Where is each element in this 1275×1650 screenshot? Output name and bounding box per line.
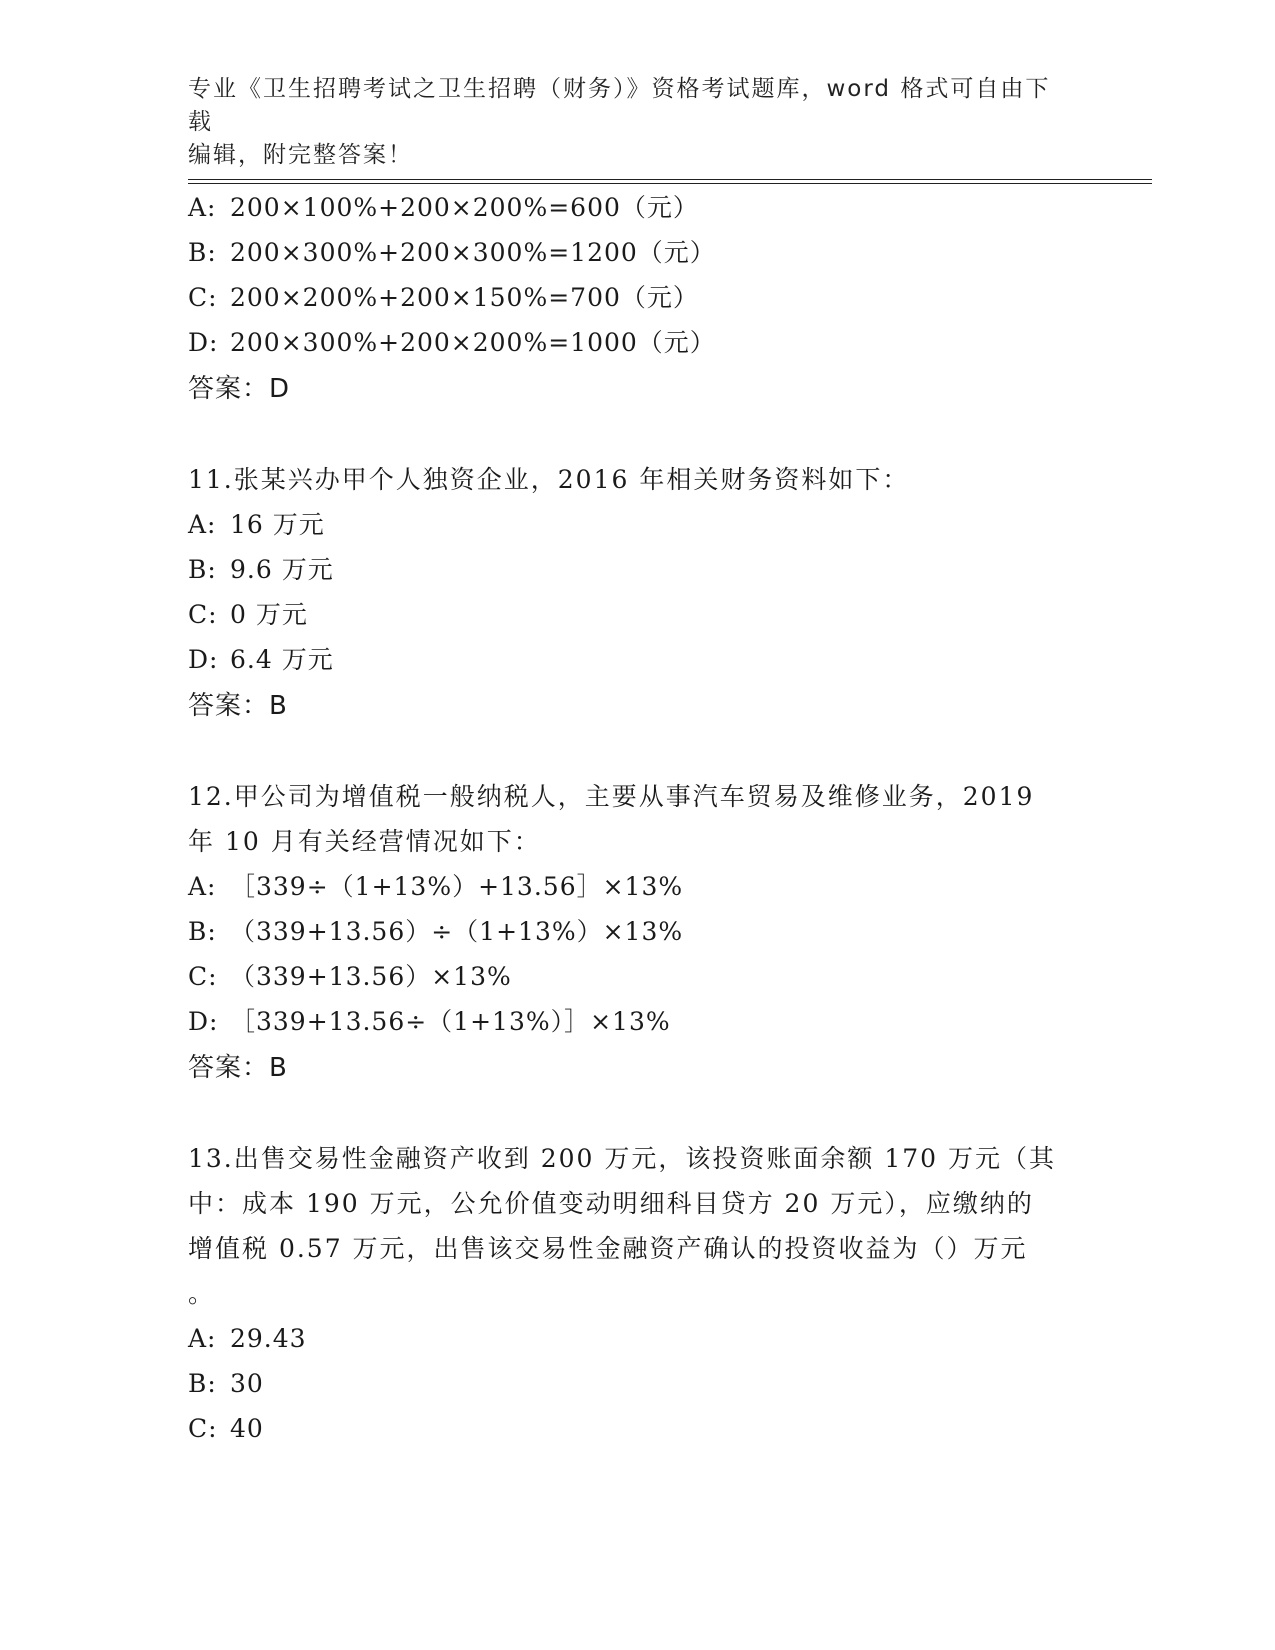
option-text: 0 万元 — [230, 600, 308, 629]
option-text: （339+13.56）×13% — [230, 962, 512, 991]
q12-option-b — [188, 915, 683, 949]
option-letter: A: — [188, 510, 217, 539]
header-divider-bottom — [188, 183, 1152, 184]
option-letter: A: — [188, 193, 217, 222]
q11-stem: 11.张某兴办甲个人独资企业，2016 年相关财务资料如下： — [188, 465, 910, 494]
q10-option-d — [188, 326, 716, 360]
q10-answer: 答案：D — [188, 374, 291, 404]
option-text: ［339÷（1+13%）+13.56］×13% — [230, 872, 684, 901]
option-letter: C: — [188, 600, 218, 629]
option-letter: D: — [188, 645, 219, 674]
q11-option-c — [188, 598, 308, 632]
q12-option-a — [188, 870, 683, 904]
q13-stem-line-3: 增值税 0.57 万元，出售该交易性金融资产确认的投资收益为（）万元 — [188, 1234, 1028, 1263]
option-letter: C: — [188, 962, 218, 991]
option-letter: B: — [188, 917, 217, 946]
header-line-2: 编辑，附完整答案！ — [188, 142, 413, 168]
q12-stem-line-2: 年 10 月有关经营情况如下： — [188, 827, 541, 856]
q12-option-c — [188, 960, 512, 994]
option-text: 30 — [230, 1369, 264, 1398]
q10-option-b — [188, 236, 716, 270]
option-text: 6.4 万元 — [230, 645, 334, 674]
q10-option-c — [188, 281, 699, 315]
header-divider-top — [188, 179, 1152, 180]
option-text: （339+13.56）÷（1+13%）×13% — [230, 917, 684, 946]
option-letter: C: — [188, 283, 218, 312]
q12-answer: 答案：B — [188, 1053, 288, 1083]
option-letter: D: — [188, 1007, 219, 1036]
header-line-1: 专业《卫生招聘考试之卫生招聘（财务）》资格考试题库，word 格式可自由下载 — [188, 76, 1051, 135]
option-text: 9.6 万元 — [230, 555, 334, 584]
q10-option-a — [188, 191, 699, 225]
option-letter: C: — [188, 1414, 218, 1443]
option-letter: B: — [188, 1369, 217, 1398]
option-text: 200×100%+200×200%=600（元） — [230, 193, 699, 222]
option-text: 16 万元 — [230, 510, 325, 539]
option-text: 40 — [230, 1414, 264, 1443]
q11-option-d — [188, 643, 334, 677]
q11-option-a — [188, 508, 325, 542]
option-letter: A: — [188, 872, 217, 901]
q13-option-a — [188, 1322, 307, 1356]
q13-stem-line-4: 。 — [188, 1279, 216, 1308]
option-text: 200×300%+200×300%=1200（元） — [230, 238, 716, 267]
q13-option-c — [188, 1412, 264, 1446]
document-header — [188, 73, 1068, 172]
q13-option-b — [188, 1367, 264, 1401]
option-letter: B: — [188, 238, 217, 267]
option-text: 200×200%+200×150%=700（元） — [230, 283, 699, 312]
q11-option-b — [188, 553, 334, 587]
q12-option-d — [188, 1005, 671, 1039]
option-letter: A: — [188, 1324, 217, 1353]
option-text: 29.43 — [230, 1324, 307, 1353]
q13-stem-line-2: 中：成本 190 万元，公允价值变动明细科目贷方 20 万元），应缴纳的 — [188, 1189, 1034, 1218]
option-letter: B: — [188, 555, 217, 584]
option-text: 200×300%+200×200%=1000（元） — [230, 328, 716, 357]
option-text: ［339+13.56÷（1+13%）］×13% — [230, 1007, 671, 1036]
q11-answer: 答案：B — [188, 691, 288, 721]
q13-stem-line-1: 13.出售交易性金融资产收到 200 万元，该投资账面余额 170 万元（其 — [188, 1144, 1056, 1173]
q12-stem-line-1: 12.甲公司为增值税一般纳税人，主要从事汽车贸易及维修业务，2019 — [188, 782, 1035, 811]
option-letter: D: — [188, 328, 219, 357]
